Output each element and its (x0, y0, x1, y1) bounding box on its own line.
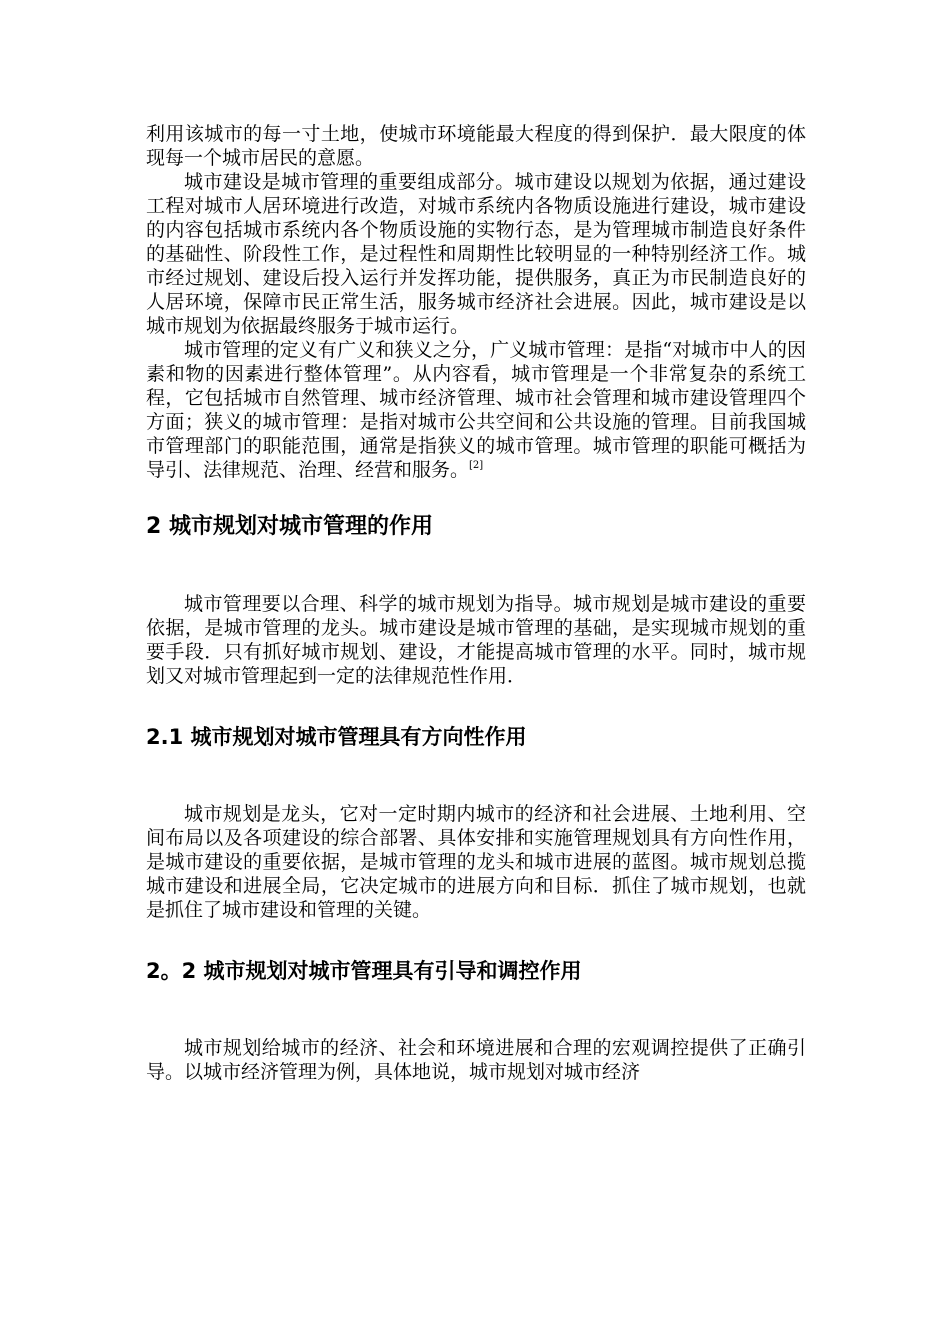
paragraph-city-construction (146, 170, 806, 338)
paragraph-continuation (146, 122, 806, 170)
document-body (146, 122, 806, 1084)
citation-reference: [2] (469, 460, 484, 471)
paragraph-text: 利用该城市的每一寸土地，使城市环境能最大程度的得到保护．最大限度的体现每一个城市居民的意愿。 (146, 123, 806, 169)
section-heading-2-2: 2。2 城市规划对城市管理具有引导和调控作用 (146, 959, 582, 983)
paragraph-city-management-definition (146, 338, 806, 482)
paragraph-text: 城市管理的定义有广义和狭义之分，广义城市管理：是指“对城市中人的因素和物的因素进行整体管理”。从内容看，城市管理是一个非常复杂的系统工程，它包括城市自然管理、城市经济管理、城市社会管理和城市建设管理四个方面；狭义的城市管理：是指对城市公共空间和公共设施的管理。目前我国城市管理部门的职能范围，通常是指狭义的城市管理。城市管理的职能可概括为导引、法律规范、治理、经营和服务。 (146, 339, 806, 481)
paragraph-guidance-regulation-role (146, 1036, 806, 1084)
paragraph-directional-role (146, 802, 806, 922)
paragraph-text: 城市管理要以合理、科学的城市规划为指导。城市规划是城市建设的重要依据，是城市管理的龙头。城市建设是城市管理的基础，是实现城市规划的重要手段．只有抓好城市规划、建设，才能提高城市管理的水平。同时，城市规划又对城市管理起到一定的法律规范性作用． (146, 593, 806, 687)
section-heading-2: 2 城市规划对城市管理的作用 (146, 514, 433, 539)
paragraph-text: 城市规划给城市的经济、社会和环境进展和合理的宏观调控提供了正确引导。以城市经济管理为例，具体地说，城市规划对城市经济 (146, 1037, 806, 1083)
section-heading-2-1: 2.1 城市规划对城市管理具有方向性作用 (146, 725, 527, 749)
paragraph-planning-guides-management (146, 592, 806, 688)
paragraph-text: 城市规划是龙头，它对一定时期内城市的经济和社会进展、土地利用、空间布局以及各项建设的综合部署、具体安排和实施管理规划具有方向性作用，是城市建设的重要依据，是城市管理的龙头和城市进展的蓝图。城市规划总揽城市建设和进展全局，它决定城市的进展方向和目标．抓住了城市规划，也就是抓住了城市建设和管理的关键。 (146, 803, 806, 921)
paragraph-text: 城市建设是城市管理的重要组成部分。城市建设以规划为依据，通过建设工程对城市人居环境进行改造，对城市系统内各物质设施进行建设，城市建设的内容包括城市系统内各个物质设施的实物行态，是为管理城市制造良好条件的基础性、阶段性工作，是过程性和周期性比较明显的一种特别经济工作。城市经过规划、建设后投入运行并发挥功能，提供服务，真正为市民制造良好的人居环境，保障市民正常生活，服务城市经济社会进展。因此，城市建设是以城市规划为依据最终服务于城市运行。 (146, 171, 806, 337)
